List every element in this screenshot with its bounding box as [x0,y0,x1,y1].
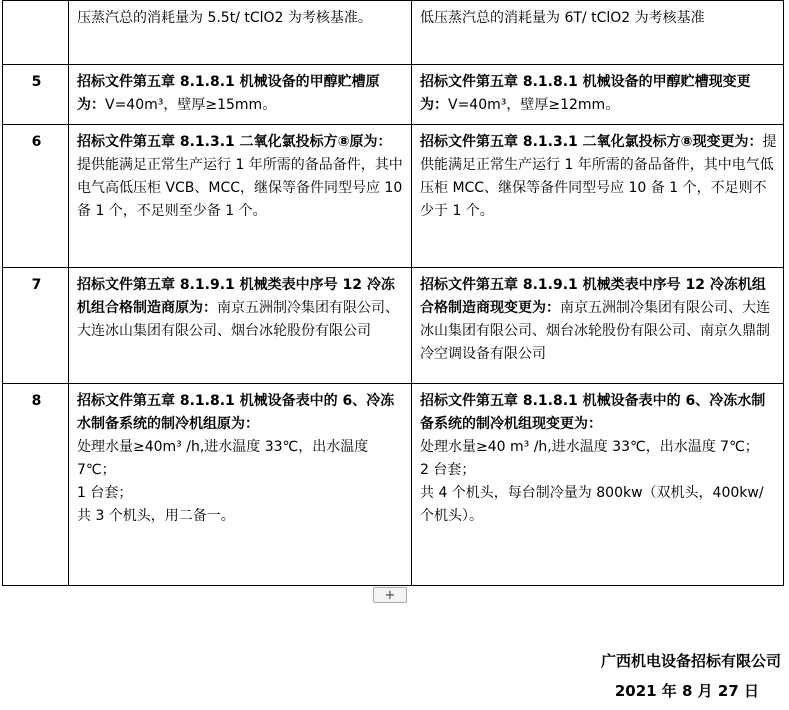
changed-heading: 招标文件第五章 8.1.3.1 二氧化氯投标方⑧现变更为： [420,134,763,150]
table-row [3,125,784,268]
original-cell[interactable] [69,384,412,586]
changed-text: V=40m³，壁厚≥12mm。 [448,97,620,113]
changed-heading: 招标文件第五章 8.1.8.1 机械设备表中的 6、冷冻水制备系统的制冷机组现变更为： [420,393,766,432]
changed-cell[interactable] [412,268,784,384]
changed-line: 2 台套； [420,462,476,478]
original-line: 处理水量≥40m³ /h,进水温度 33℃，出水温度 7℃； [77,439,369,478]
changed-text: 低压蒸汽总的消耗量为 6T/ tClO2 为考核基准 [420,10,705,26]
row-number: 7 [3,268,69,384]
changed-cell[interactable] [412,125,784,268]
original-line: 1 台套； [77,485,133,501]
original-text: 压蒸汽总的消耗量为 5.5t/ tClO2 为考核基准。 [77,10,372,26]
changed-cell[interactable] [412,384,784,586]
original-text: 南京五洲制冷集团有限公司、大连冰山集团有限公司、烟台冰轮股份有限公司 [77,300,399,339]
table-row [3,384,784,586]
changed-cell[interactable] [412,65,784,125]
company-name: 广西机电设备招标有限公司 [600,652,781,670]
original-cell[interactable] [69,125,412,268]
document-date: 2021 年 8 月 27 日 [614,682,759,700]
changed-line: 处理水量≥40 m³ /h,进水温度 33℃，出水温度 7℃； [420,439,759,455]
changed-text: 提供能满足正常生产运行 1 年所需的备品备件，其中电气低压柜 MCC、继保等备件同型号应 10 备 1 个，不足则不少于 1 个。 [420,134,777,219]
original-cell[interactable] [69,65,412,125]
changed-heading: 招标文件第五章 8.1.9.1 机械类表中序号 12 冷冻机组合格制造商现变更为： [420,277,766,316]
add-row-button[interactable]: + [373,587,407,603]
original-heading: 招标文件第五章 8.1.9.1 机械类表中序号 12 冷冻机组合格制造商原为： [77,277,395,316]
changed-heading: 招标文件第五章 8.1.8.1 机械设备的甲醇贮槽现变更为： [420,74,751,113]
original-heading: 招标文件第五章 8.1.3.1 二氧化氯投标方⑧原为： [77,134,392,150]
row-number: 5 [3,65,69,125]
original-cell[interactable] [69,1,412,65]
amendment-table [2,0,784,586]
original-text: V=40m³，壁厚≥15mm。 [105,97,277,113]
original-heading: 招标文件第五章 8.1.8.1 机械设备的甲醇贮槽原为： [77,74,380,113]
changed-line: 共 4 个机头，每台制冷量为 800kw（双机头，400kw/个机头）。 [420,485,764,524]
original-heading: 招标文件第五章 8.1.8.1 机械设备表中的 6、冷冻水制备系统的制冷机组原为： [77,393,395,432]
original-line: 共 3 个机头，用二备一。 [77,508,235,524]
original-text: 提供能满足正常生产运行 1 年所需的备品备件，其中电气高低压柜 VCB、MCC，继保等备件同型号应 10 备 1 个，不足则至少备 1 个。 [77,157,403,219]
row-number: 6 [3,125,69,268]
table-row [3,65,784,125]
table-row [3,268,784,384]
changed-text: 南京五洲制冷集团有限公司、大连冰山集团有限公司、烟台冰轮股份有限公司、南京久鼎制冷空调设备有限公司 [420,300,770,362]
changed-cell[interactable] [412,1,784,65]
table-row [3,1,784,65]
original-cell[interactable] [69,268,412,384]
row-number: 8 [3,384,69,586]
row-number [3,1,69,65]
